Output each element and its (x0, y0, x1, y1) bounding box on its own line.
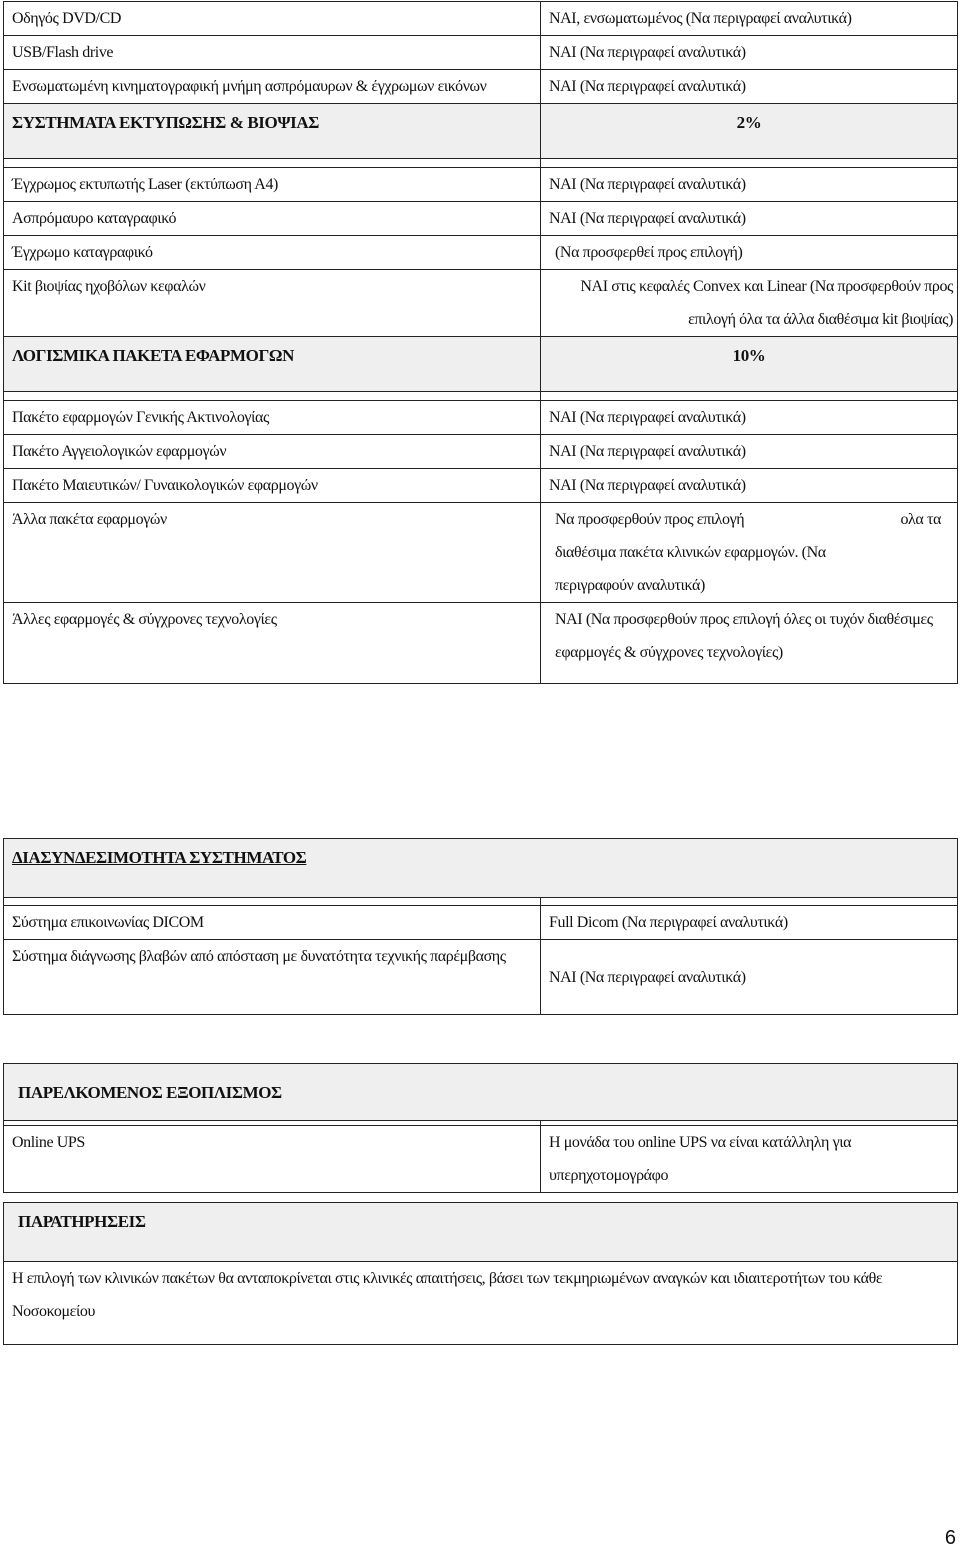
section-title: ΛΟΓΙΣΜΙΚΑ ΠΑΚΕΤΑ ΕΦΑΡΜΟΓΩΝ (4, 337, 541, 392)
table-row (4, 603, 958, 684)
spec-table-accessories (3, 1063, 958, 1193)
table-row (4, 906, 958, 940)
spec-value: ΝΑΙ (Να περιγραφεί αναλυτικά) (541, 202, 958, 236)
table-row (4, 202, 958, 236)
section-title: ΠΑΡΑΤΗΡΗΣΕΙΣ (4, 1203, 958, 1262)
spec-label: Έγχρωμο καταγραφικό (4, 236, 541, 270)
section-heading-row (4, 1203, 958, 1262)
table-row (4, 435, 958, 469)
spec-value: (Να προσφερθεί προς επιλογή) (541, 236, 958, 270)
section-title: ΣΥΣΤΗΜΑΤΑ ΕΚΤΥΠΩΣΗΣ & ΒΙΟΨΙΑΣ (4, 104, 541, 159)
spec-value: ΝΑΙ (Να περιγραφεί αναλυτικά) (541, 940, 958, 1015)
table-row (4, 940, 958, 1015)
section-title-text: ΔΙΑΣΥΝΔΕΣΙΜΟΤΗΤΑ ΣΥΣΤΗΜΑΤΟΣ (12, 848, 307, 867)
spec-value: ΝΑΙ (Να περιγραφεί αναλυτικά) (541, 36, 958, 70)
spec-label: Πακέτο Μαιευτικών/ Γυναικολογικών εφαρμογών (4, 469, 541, 503)
spec-value: Η μονάδα του online UPS να είναι κατάλληλη για υπερηχοτομογράφο (541, 1126, 958, 1193)
spec-value: ΝΑΙ (Να περιγραφεί αναλυτικά) (541, 70, 958, 104)
table-row (4, 36, 958, 70)
spec-label: Ενσωματωμένη κινηματογραφική μνήμη ασπρόμαυρων & έγχρωμων εικόνων (4, 70, 541, 104)
spec-value: ΝΑΙ (Να περιγραφεί αναλυτικά) (541, 168, 958, 202)
table-row (4, 503, 958, 603)
spec-value: ΝΑΙ (Να περιγραφεί αναλυτικά) (541, 435, 958, 469)
spec-value-part: διαθέσιμα πακέτα κλινικών εφαρμογών. (Να περιγραφούν αναλυτικά) (555, 544, 826, 594)
table-row (4, 469, 958, 503)
section-weight: 2% (541, 104, 958, 159)
spec-table-connectivity (3, 838, 958, 1015)
table-row (4, 236, 958, 270)
section-weight: 10% (541, 337, 958, 392)
section-title (4, 839, 958, 898)
table-row (4, 1126, 958, 1193)
spec-value: ΝΑΙ (Να προσφερθούν προς επιλογή όλες οι τυχόν διαθέσιμες εφαρμογές & σύγχρονες τεχνολογίες) (541, 603, 958, 684)
table-row (4, 270, 958, 337)
spec-label: Έγχρωμος εκτυπωτής Laser (εκτύπωση Α4) (4, 168, 541, 202)
spec-value: ΝΑΙ (Να περιγραφεί αναλυτικά) (541, 401, 958, 435)
table-row (4, 2, 958, 36)
spec-value-part: Να προσφερθούν προς επιλογή (555, 511, 745, 528)
remarks-text: Η επιλογή των κλινικών πακέτων θα ανταποκρίνεται στις κλινικές απαιτήσεις, βάσει των τεκμηριωμένων αναγκών και ιδιαιτεροτήτων του κάθε Νοσοκομείου (4, 1262, 958, 1345)
spec-label: Ασπρόμαυρο καταγραφικό (4, 202, 541, 236)
table-row (4, 1262, 958, 1345)
spec-value: ΝΑΙ στις κεφαλές Convex και Linear (Να προσφερθούν προς επιλογή όλα τα άλλα διαθέσιμα kit βιοψίας) (541, 270, 958, 337)
section-heading-row (4, 1064, 958, 1121)
spec-label: Άλλες εφαρμογές & σύγχρονες τεχνολογίες (4, 603, 541, 684)
spec-value: ΝΑΙ (Να περιγραφεί αναλυτικά) (541, 469, 958, 503)
table-row (4, 168, 958, 202)
spec-value-part: ολα τα (900, 511, 941, 528)
spec-value: Full Dicom (Να περιγραφεί αναλυτικά) (541, 906, 958, 940)
section-heading-row (4, 839, 958, 898)
spec-value: ΝΑΙ, ενσωματωμένος (Να περιγραφεί αναλυτικά) (541, 2, 958, 36)
spec-value (541, 503, 958, 603)
spec-label: USB/Flash drive (4, 36, 541, 70)
page-number: 6 (944, 1527, 956, 1549)
table-row (4, 401, 958, 435)
spec-label: Online UPS (4, 1126, 541, 1193)
spec-label: Σύστημα διάγνωσης βλαβών από απόσταση με δυνατότητα τεχνικής παρέμβασης (4, 940, 541, 1015)
section-heading-row (4, 337, 958, 392)
spec-label: Σύστημα επικοινωνίας DICOM (4, 906, 541, 940)
spec-table-main (3, 1, 958, 684)
section-heading-row (4, 104, 958, 159)
table-row (4, 70, 958, 104)
spec-label: Οδηγός DVD/CD (4, 2, 541, 36)
spec-label: Πακέτο Αγγειολογικών εφαρμογών (4, 435, 541, 469)
section-title: ΠΑΡΕΛΚΟΜΕΝΟΣ ΕΞΟΠΛΙΣΜΟΣ (4, 1064, 958, 1121)
spec-table-remarks (3, 1202, 958, 1345)
spec-label: Άλλα πακέτα εφαρμογών (4, 503, 541, 603)
spec-label: Kit βιοψίας ηχοβόλων κεφαλών (4, 270, 541, 337)
spec-label: Πακέτο εφαρμογών Γενικής Ακτινολογίας (4, 401, 541, 435)
